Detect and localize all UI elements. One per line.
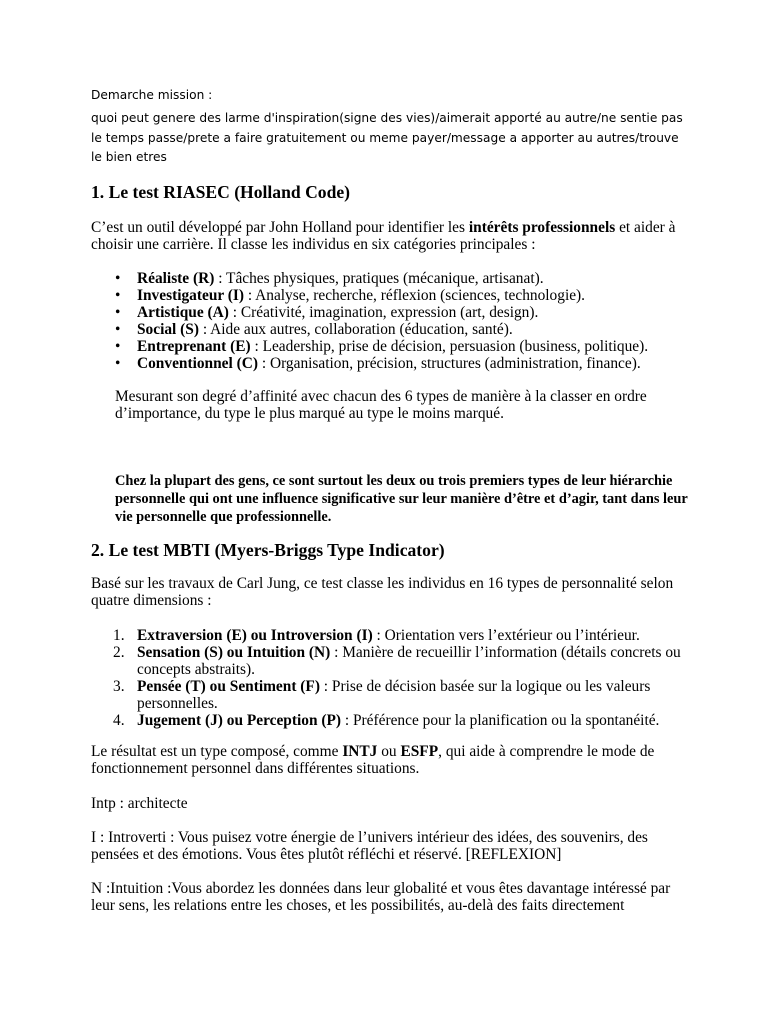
- list-item: • Entreprenant (E) : Leadership, prise de décision, persuasion (business, politique).: [115, 338, 649, 355]
- introverti-paragraph: I : Introverti : Vous puisez votre énergie de l’univers intérieur des idées, des souvenirs, des pensées et des émotions. Vous êtes plutôt réfléchi et réservé. [REFLEXION]: [91, 829, 648, 863]
- list-number: 3.: [113, 678, 125, 695]
- list-item: 3. Pensée (T) ou Sentiment (F) : Prise de décision basée sur la logique ou les valeurs personnelles.: [113, 678, 651, 712]
- list-item: • Conventionnel (C) : Organisation, précision, structures (administration, finance).: [115, 355, 641, 372]
- bullet: •: [115, 304, 121, 321]
- bullet: •: [115, 321, 121, 338]
- riasec-heading: 1. Le test RIASEC (Holland Code): [91, 182, 351, 202]
- doc-title: Demarche mission :: [91, 88, 213, 102]
- list-item: • Artistique (A) : Créativité, imagination, expression (art, design).: [115, 304, 539, 321]
- mission-notes: quoi peut genere des larme d'inspiration(signe des vies)/aimerait apporté au autre/ne sentie pas le temps passe/prete a faire gratuitement ou meme payer/message a apporter au autres/trouve le bien etres: [91, 111, 683, 164]
- mbti-result: Le résultat est un type composé, comme INTJ ou ESFP, qui aide à comprendre le mode de fonctionnement personnel dans différentes situations.: [91, 743, 655, 777]
- mbti-heading: 2. Le test MBTI (Myers-Briggs Type Indicator): [91, 540, 445, 560]
- list-item: 2. Sensation (S) ou Intuition (N) : Manière de recueillir l’information (détails concrets ou concepts abstraits).: [113, 644, 681, 678]
- list-number: 2.: [113, 644, 125, 661]
- list-item: • Investigateur (I) : Analyse, recherche, réflexion (sciences, technologie).: [115, 287, 586, 304]
- intuition-paragraph: N :Intuition :Vous abordez les données dans leur globalité et vous êtes davantage intéressé par leur sens, les relations entre les choses, et les possibilités, au-delà des faits directement: [91, 880, 671, 914]
- bullet: •: [115, 355, 121, 372]
- list-number: 1.: [113, 627, 125, 644]
- list-item: • Réaliste (R) : Tâches physiques, pratiques (mécanique, artisanat).: [115, 270, 544, 287]
- riasec-note: Mesurant son degré d’affinité avec chacun des 6 types de manière à la classer en ordre d’importance, du type le plus marqué au type le moins marqué.: [115, 388, 647, 422]
- bullet: •: [115, 270, 121, 287]
- mbti-intro: Basé sur les travaux de Carl Jung, ce test classe les individus en 16 types de personnalité selon quatre dimensions :: [91, 575, 674, 609]
- list-number: 4.: [113, 712, 125, 729]
- bullet: •: [115, 338, 121, 355]
- bullet: •: [115, 287, 121, 304]
- list-item: • Social (S) : Aide aux autres, collaboration (éducation, santé).: [115, 321, 513, 338]
- mbti-list: [91, 627, 691, 729]
- riasec-intro: C’est un outil développé par John Holland pour identifier les intérêts professionnels et aider à choisir une carrière. Il classe les individus en six catégories principales :: [91, 219, 676, 253]
- intp-line: Intp : architecte: [91, 795, 188, 812]
- riasec-list: [91, 270, 691, 372]
- list-item: 1. Extraversion (E) ou Introversion (I) : Orientation vers l’extérieur ou l’intérieur.: [113, 627, 640, 644]
- riasec-bold-note: Chez la plupart des gens, ce sont surtout les deux ou trois premiers types de leur hiérarchie personnelle qui ont une influence significative sur leur manière d’être et d’agir, tant dans leur vie personnelle que professionnelle.: [115, 473, 688, 525]
- list-item: 4. Jugement (J) ou Perception (P) : Préférence pour la planification ou la spontanéité.: [113, 712, 660, 729]
